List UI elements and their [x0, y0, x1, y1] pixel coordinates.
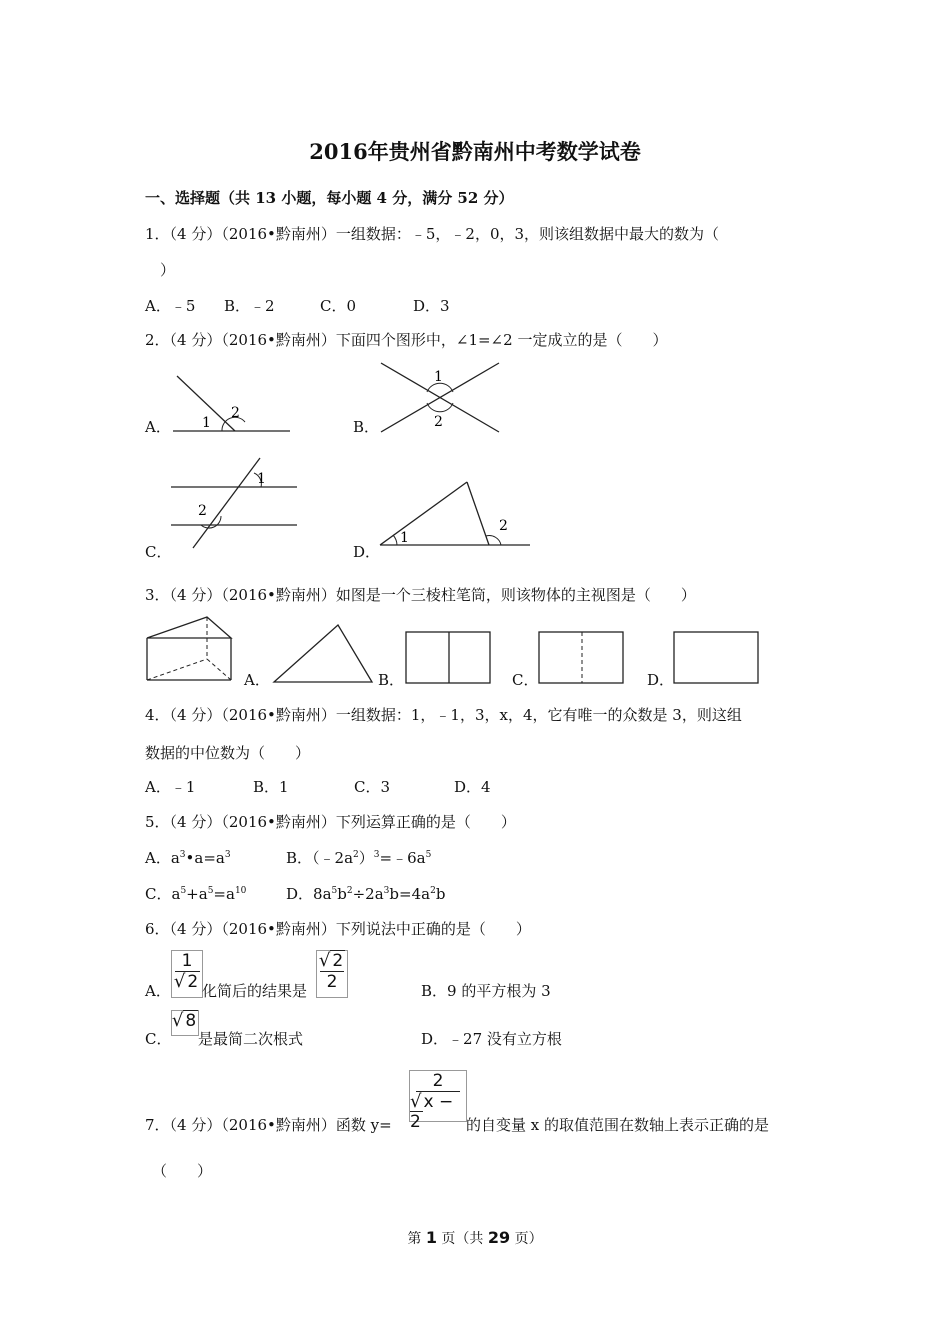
question-2-text: 2．（4 分）（2016•黔南州）下面四个图形中，∠1=∠2 一定成立的是（ ） — [145, 331, 668, 349]
question-6-option-c-label: C． — [145, 1030, 172, 1048]
question-3-figure-d — [673, 631, 761, 685]
question-2-option-d: D． — [353, 543, 381, 561]
question-6-option-a-text: 化简后的结果是 — [202, 982, 308, 1000]
page-title: 2016年贵州省黔南州中考数学试卷 — [309, 139, 641, 164]
question-6-option-a-label: A． — [145, 982, 171, 1000]
angle-label-2: 2 — [198, 503, 207, 519]
question-5-option-c: C．$a^5+a^5=a^{10}$ — [145, 885, 247, 903]
question-2-option-c: C． — [145, 543, 172, 561]
question-1-text: 1．（4 分）（2016•黔南州）一组数据：﹣5，﹣2，0，3，则该组数据中最大的数为（ — [145, 225, 720, 243]
question-1-option-d: D．3 — [413, 297, 450, 315]
question-7-text-cont: （ ） — [152, 1162, 213, 1180]
angle-label-1: 1 — [202, 415, 211, 431]
question-2-figure-d — [375, 478, 535, 550]
question-2-figure-b — [375, 358, 505, 438]
question-4-text: 4．（4 分）（2016•黔南州）一组数据：1，﹣1，3，x，4，它有唯一的众数是 3，则这组 — [145, 706, 742, 724]
fraction-two-over-root-x-minus-two: 2 √ x − 2 — [409, 1070, 467, 1122]
question-2-option-b: B． — [353, 418, 380, 436]
question-7-text-suffix: 的自变量 x 的取值范围在数轴上表示正确的是 — [466, 1116, 769, 1134]
question-4-option-c: C．3 — [354, 778, 391, 796]
question-3-option-a: A． — [244, 671, 270, 689]
angle-label-2: 2 — [499, 518, 508, 534]
fraction-root-two-over-two: √ 2 2 — [316, 950, 348, 998]
question-5-option-d: D．$8a^5b^2\div 2a^3b=4a^2b$ — [286, 885, 446, 903]
question-1-text-cont: ） — [160, 261, 176, 279]
angle-label-2: 2 — [231, 405, 240, 421]
question-3-text: 3．（4 分）（2016•黔南州）如图是一个三棱柱笔筒，则该物体的主视图是（ ） — [145, 586, 696, 604]
question-5-text: 5．（4 分）（2016•黔南州）下列运算正确的是（ ） — [145, 813, 516, 831]
angle-label-2: 2 — [434, 414, 443, 430]
angle-label-1: 1 — [434, 369, 443, 385]
question-6-option-c-text: 是最简二次根式 — [198, 1030, 304, 1048]
question-3-figure-c — [538, 631, 626, 685]
question-2-figure-c — [165, 458, 305, 550]
question-1-option-b: B．﹣2 — [224, 297, 275, 315]
angle-label-1: 1 — [257, 471, 266, 487]
question-4-option-a: A．﹣1 — [145, 778, 196, 796]
question-3-figure-b — [405, 631, 493, 685]
prism-figure — [145, 616, 235, 684]
question-6-option-d: D．﹣27 没有立方根 — [421, 1030, 562, 1048]
question-7-text: 7．（4 分）（2016•黔南州）函数 y= — [145, 1116, 392, 1134]
radical-root-eight: √ 8 — [171, 1010, 199, 1036]
question-1-option-c: C．0 — [320, 297, 357, 315]
question-5-option-a: A．$a^3•a=a^3$ — [145, 849, 231, 867]
question-2-option-a: A． — [145, 418, 171, 436]
question-1-option-a: A．﹣5 — [145, 297, 196, 315]
angle-label-1: 1 — [400, 530, 409, 546]
question-3-option-d: D． — [647, 671, 675, 689]
question-4-option-b: B．1 — [253, 778, 289, 796]
question-3-option-b: B． — [378, 671, 405, 689]
question-2-figure-a — [165, 370, 295, 440]
question-5-option-b: B．$(﹣2a^2)^3=﹣6a^5$ — [286, 849, 432, 867]
question-4-text-cont: 数据的中位数为（ ） — [145, 744, 311, 762]
page-footer: 第 1 页（共 29 页） — [407, 1228, 543, 1247]
question-3-option-c: C． — [512, 671, 539, 689]
question-6-option-b: B．9 的平方根为 3 — [421, 982, 551, 1000]
fraction-one-over-root-two: 1 √ 2 — [171, 950, 203, 998]
question-4-option-d: D．4 — [454, 778, 491, 796]
question-6-text: 6．（4 分）（2016•黔南州）下列说法中正确的是（ ） — [145, 920, 531, 938]
section-heading: 一、选择题（共 13 小题，每小题 4 分，满分 52 分） — [145, 189, 514, 207]
question-3-figure-a — [270, 622, 376, 684]
